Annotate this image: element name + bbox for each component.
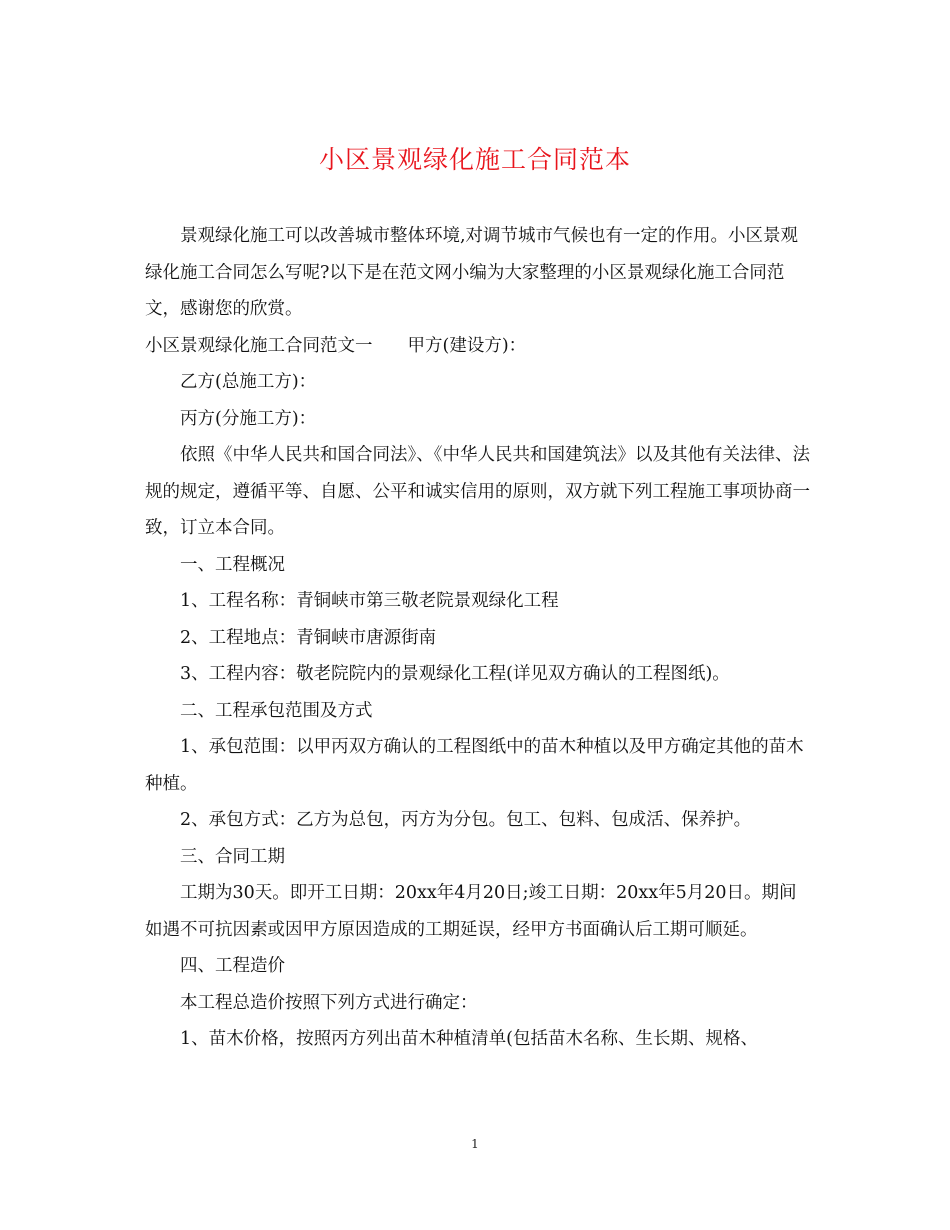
paragraph: 丙方(分施工方)： bbox=[180, 408, 317, 429]
document-body bbox=[145, 218, 810, 1058]
paragraph: 3、工程内容：敬老院院内的景观绿化工程(详见双方确认的工程图纸)。 bbox=[180, 664, 730, 684]
page-number: 1 bbox=[471, 1137, 479, 1151]
document-title: 小区景观绿化施工合同范本 bbox=[318, 145, 631, 174]
paragraph: 二、工程承包范围及方式 bbox=[180, 700, 373, 721]
paragraph: 2、承包方式：乙方为总包，丙方为分包。包工、包料、包成活、保养护。 bbox=[180, 810, 752, 830]
paragraph: 小区景观绿化施工合同范文一 甲方(建设方)： bbox=[145, 335, 527, 356]
paragraph: 一、工程概况 bbox=[180, 554, 285, 575]
paragraph: 三、合同工期 bbox=[180, 846, 285, 867]
paragraph: 四、工程造价 bbox=[180, 956, 285, 976]
paragraph: 本工程总造价按照下列方式进行确定： bbox=[180, 992, 478, 1013]
paragraph: 景观绿化施工可以改善城市整体环境,对调节城市气候也有一定的作用。小区景观绿化施工合同怎么写呢?以下是在范文网小编为大家整理的小区景观绿化施工合同范文，感谢您的欣赏。 bbox=[145, 226, 799, 319]
paragraph: 1、工程名称：青铜峡市第三敬老院景观绿化工程 bbox=[180, 591, 559, 611]
paragraph: 乙方(总施工方)： bbox=[180, 372, 317, 392]
paragraph: 1、苗木价格，按照丙方列出苗木种植清单(包括苗木名称、生长期、规格、 bbox=[180, 1029, 758, 1049]
paragraph: 2、工程地点：青铜峡市唐源街南 bbox=[180, 627, 437, 648]
paragraph: 依照《中华人民共和国合同法》、《中华人民共和国建筑法》以及其他有关法律、法规的规定，遵循平等、自愿、公平和诚实信用的原则，双方就下列工程施工事项协商一致，订立本合同。 bbox=[145, 445, 810, 538]
paragraph: 工期为30天。即开工日期：20xx年4月20日;竣工日期：20xx年5月20日。期间如遇不可抗因素或因甲方原因造成的工期延误，经甲方书面确认后工期可顺延。 bbox=[145, 883, 797, 940]
paragraph: 1、承包范围：以甲丙双方确认的工程图纸中的苗木种植以及甲方确定其他的苗木种植。 bbox=[145, 737, 804, 794]
